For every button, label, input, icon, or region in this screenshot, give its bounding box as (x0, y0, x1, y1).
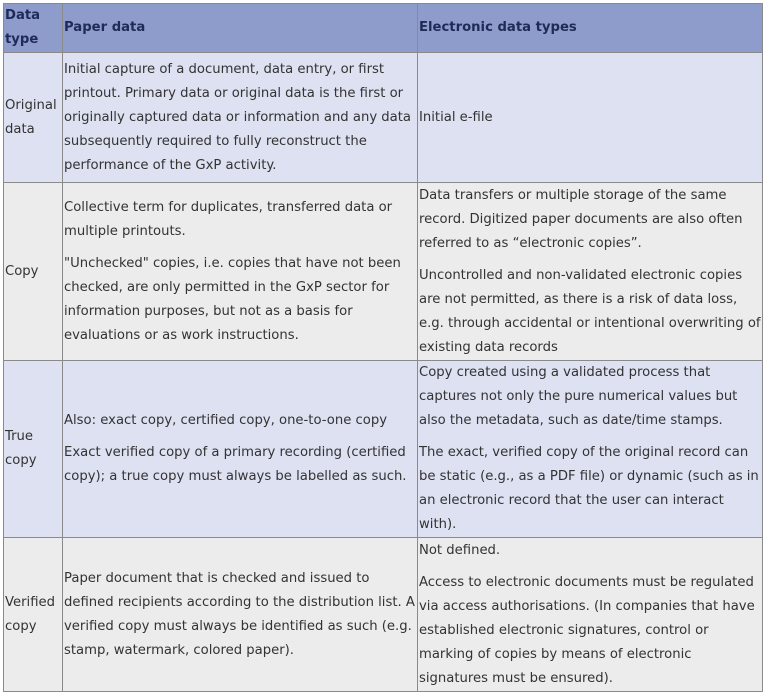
header-data-type: Data type (4, 4, 63, 53)
electronic-cell (418, 183, 763, 361)
row-label-copy: Copy (4, 183, 63, 361)
cell-text: Initial capture of a document, data entry, or first printout. Primary data or original data is the first or originally captured data or information and any data subsequently required to fully reconstruct the performance of the GxP activity. (64, 61, 412, 173)
cell-text: Copy created using a validated process that captures not only the pure numerical values but also the metadata, such as date/time stamps. (419, 365, 738, 428)
paper-cell (63, 361, 418, 538)
cell-text: Collective term for duplicates, transferred data or multiple printouts. (64, 199, 393, 239)
header-electronic-data-types: Electronic data types (418, 4, 763, 53)
electronic-cell (418, 538, 763, 692)
table-row (4, 538, 763, 692)
cell-text: Access to electronic documents must be regulated via access authorisations. (In companies that have established electronic signatures, control or marking of copies by means of electronic signatures must be ensured). (419, 574, 755, 686)
table-row (4, 361, 763, 538)
row-label-original-data: Original data (4, 53, 63, 183)
cell-text: Not defined. (419, 542, 501, 558)
table-row (4, 53, 763, 183)
cell-text: Uncontrolled and non-validated electronic copies are not permitted, as there is a risk of data loss, e.g. through accidental or intentional overwriting of existing data records (419, 267, 761, 355)
table-row (4, 183, 763, 361)
electronic-cell (418, 361, 763, 538)
cell-text: Paper document that is checked and issued to defined recipients according to the distribution list. A verified copy must always be identified as such (e.g. stamp, watermark, colored paper). (64, 570, 415, 658)
cell-text: Also: exact copy, certified copy, one-to-one copy (64, 413, 388, 428)
table-header-row (4, 4, 763, 53)
cell-text: The exact, verified copy of the original record can be static (e.g., as a PDF file) or dynamic (such as in an electronic record that the user can interact with). (419, 445, 759, 532)
cell-text: Exact verified copy of a primary recording (certified copy); a true copy must always be labelled as such. (64, 445, 407, 484)
cell-text: Data transfers or multiple storage of the same record. Digitized paper documents are also often referred to as “electronic copies”. (419, 187, 743, 251)
row-label-true-copy: True copy (4, 361, 63, 538)
paper-cell (63, 53, 418, 183)
data-types-table (3, 3, 763, 692)
cell-text: "Unchecked" copies, i.e. copies that have not been checked, are only permitted in the GxP sector for information purposes, but not as a basis for evaluations or as work instructions. (64, 255, 401, 343)
paper-cell (63, 538, 418, 692)
row-label-verified-copy: Verified copy (4, 538, 63, 692)
header-paper-data: Paper data (63, 4, 418, 53)
paper-cell (63, 183, 418, 361)
cell-text: Initial e-file (419, 109, 493, 125)
electronic-cell (418, 53, 763, 183)
